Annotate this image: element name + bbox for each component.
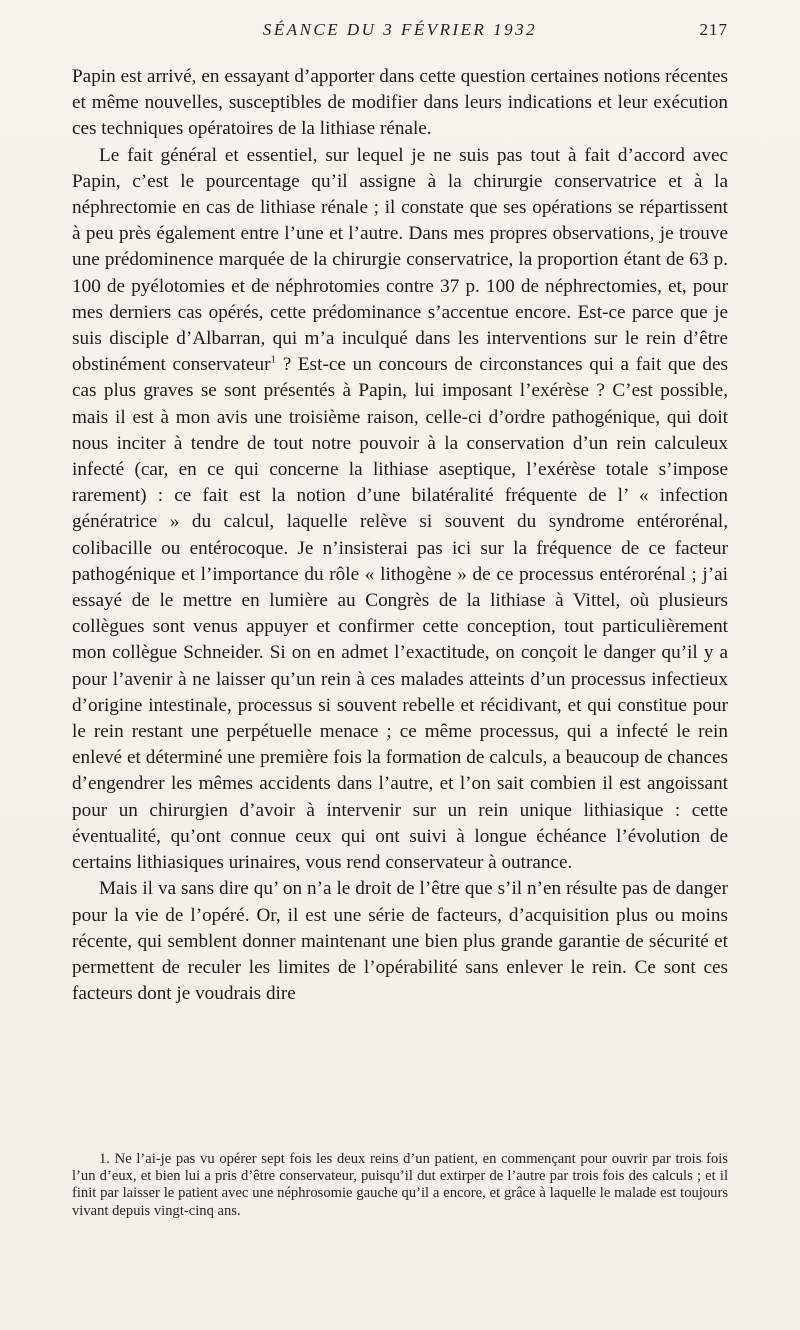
footnotes [72, 1151, 728, 1220]
running-title: SÉANCE DU 3 FÉVRIER 1932 [262, 20, 538, 39]
paragraph-main-text-after-note: ? Est-ce un concours de circonstances qui a fait que des cas plus graves se sont présentés à Papin, lui imposant l’exérèse ? C’est possible, mais il est à mon avis une troisième raison, celle-ci d’ordre pathogénique, qui doit nous inciter à tendre de tout notre pouvoir à la conservation d’un rein calculeux infecté (car, en ce qui concerne la lithiase aseptique, l’exérèse totale s’impose rarement) : ce fait est la notion d’une bilatéralité fréquente de l’ « infection génératrice » du calcul, laquelle relève si souvent du syndrome entérorénal, colibacille ou entérocoque. Je n’insisterai pas ici sur la fréquence de ce facteur pathogénique et l’importance du rôle « lithogène » de ce processus entérorénal ; j’ai essayé de le mettre en lumière au Congrès de la lithiase à Vittel, où plusieurs collègues sont venus appuyer et confirmer cette conception, tout particulièrement mon collègue Schneider. Si on en admet l’exactitude, on conçoit le danger qu’il y a pour l’avenir à ne laisser qu’un rein à ces malades atteints d’un processus infectieux d’origine intestinale, processus si souvent rebelle et récidivant, et qui constitue pour le rein restant une perpétuelle menace ; ce même processus, qui a infecté le rein enlevé et déterminé une première fois la formation de calculs, a beaucoup de chances d’engendrer les mêmes accidents dans l’autre, et l’on sait combien il est angoissant pour un chirurgien d’avoir à intervenir sur un rein unique lithiasique : cette éventualité, qu’ont connue ceux qui ont suivi à longue échéance l’évolution de certains lithiasiques urinaires, vous rend conservateur à outrance. [72, 354, 728, 874]
body-text [72, 64, 728, 1007]
footnote-text: Ne l’ai-je pas vu opérer sept fois les deux reins d’un patient, en commençant pour ouvrir par trois fois l’un d’eux, et bien lui a pris d’être conservateur, puisqu’il dut extirper de l’autre par trois fois des calculs ; et il finit par laisser le patient avec une néphrosomie gauche qu’il a encore, et grâce à laquelle le malade est toujours vivant depuis vingt-cinq ans. [72, 1151, 728, 1219]
paragraph-main [72, 143, 728, 877]
paragraph-final: Mais il va sans dire qu’ on n’a le droit de l’être que s’il n’en résulte pas de danger pour la vie de l’opéré. Or, il est une série de facteurs, d’acquisition plus ou moins récente, qui semblent donner maintenant une bien plus grande garantie de sécurité et permettent de reculer les limites de l’opérabilité sans enlever le rein. Ce sont ces facteurs dont je voudrais dire [72, 878, 728, 1005]
footnote-number: 1. [99, 1151, 110, 1167]
running-head [72, 20, 728, 46]
paragraph-continuation: Papin est arrivé, en essayant d’apporter dans cette question certaines notions récentes et même nouvelles, susceptibles de modifier dans leurs indications et leur exécution ces techniques opératoires de la lithiase rénale. [72, 66, 728, 140]
page-number: 217 [699, 20, 728, 39]
paragraph-main-text-before-note: Le fait général et essentiel, sur lequel je ne suis pas tout à fait d’accord avec Papin, c’est le pourcentage qu’il assigne à la chirurgie conservatrice et à la néphrectomie en cas de lithiase rénale ; il constate que ses opérations se répartissent à peu près également entre l’une et l’autre. Dans mes propres observations, je trouve une prédominence marquée de la chirurgie conservatrice, la proportion étant de 63 p. 100 de pyélotomies et de néphrotomies contre 37 p. 100 de néphrectomies, et, pour mes derniers cas opérés, cette prédominance s’accentue encore. Est-ce parce que je suis disciple d’Albarran, qui m’a inculqué dans les interventions sur le rein d’être obstinément conservateur [72, 144, 728, 376]
footnote-reference: 1 [270, 353, 277, 366]
footnote-1 [72, 1151, 728, 1220]
